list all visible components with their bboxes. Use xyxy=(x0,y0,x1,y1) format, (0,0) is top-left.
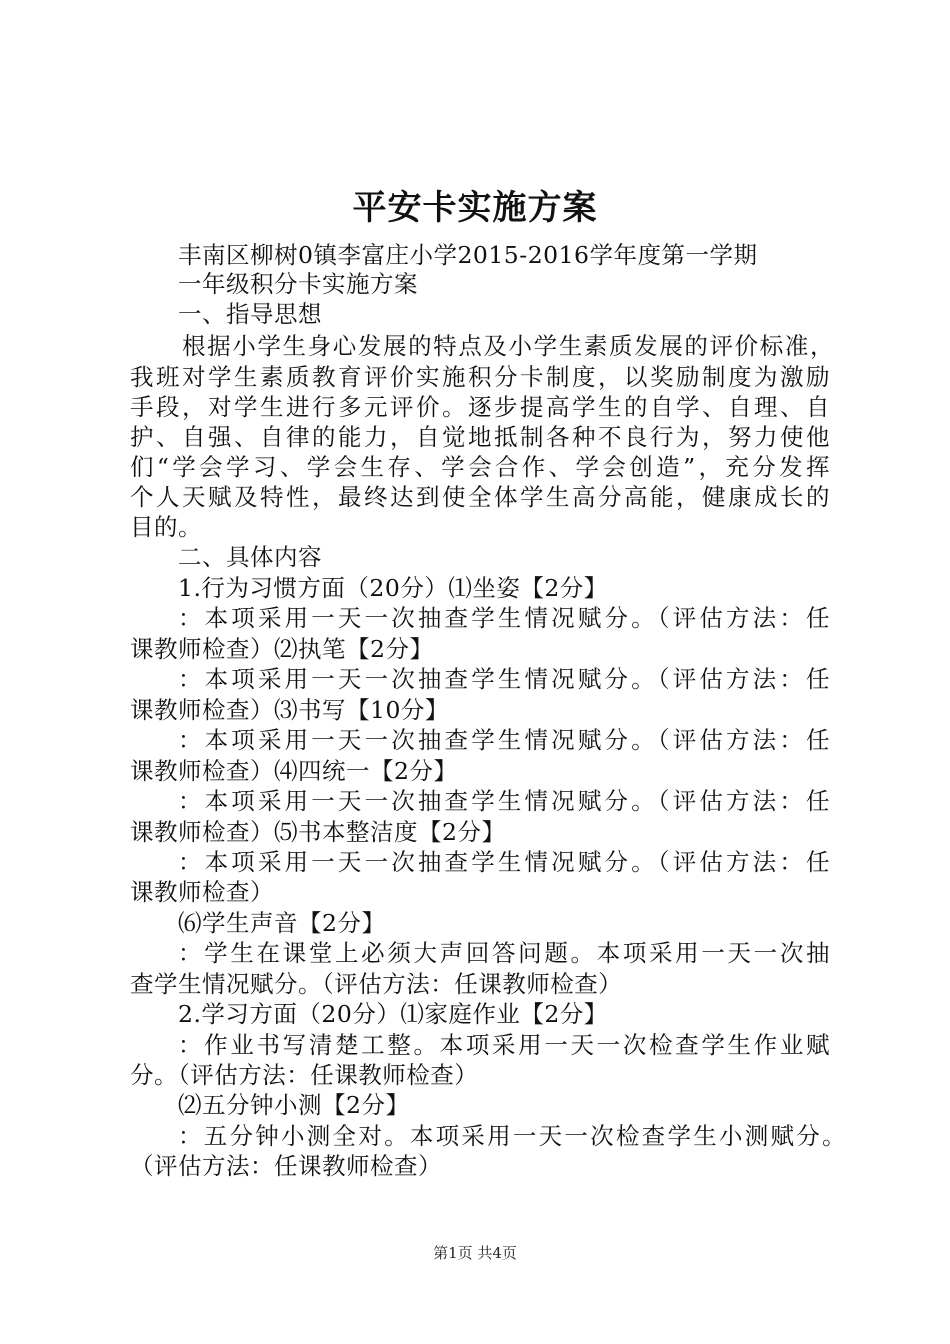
paragraph-line: 目的。 xyxy=(130,513,202,541)
item-description: ：五分钟小测全对。本项采用一天一次检查学生小测赋分。 xyxy=(178,1122,846,1150)
item-description: 课教师检查）⑷四统一【2分】 xyxy=(130,757,458,785)
page-number: 第1页 共4页 xyxy=(433,1244,517,1262)
paragraph-line: 我班对学生素质教育评价实施积分卡制度，以奖励制度为激励 xyxy=(130,363,830,391)
item-heading: 2.学习方面（20分）⑴家庭作业【2分】 xyxy=(178,1000,608,1028)
item-description: ：学生在课堂上必须大声回答问题。本项采用一天一次抽 xyxy=(178,939,830,967)
item-description: 课教师检查）⑸书本整洁度【2分】 xyxy=(130,818,506,846)
document-title: 平安卡实施方案 xyxy=(352,188,598,228)
item-description: ：本项采用一天一次抽查学生情况赋分。（评估方法：任 xyxy=(178,665,830,693)
item-description: ：本项采用一天一次抽查学生情况赋分。（评估方法：任 xyxy=(178,848,830,876)
school-line: 丰南区柳树0镇李富庄小学2015-2016学年度第一学期 xyxy=(178,241,758,269)
item-description: ：本项采用一天一次抽查学生情况赋分。（评估方法：任 xyxy=(178,726,830,754)
section-heading-content: 二、具体内容 xyxy=(178,543,322,571)
item-description: 查学生情况赋分。（评估方法：任课教师检查） xyxy=(130,970,623,998)
item-description: 课教师检查）⑶书写【10分】 xyxy=(130,696,449,724)
item-description: 分。（评估方法：任课教师检查） xyxy=(130,1061,479,1089)
paragraph-line: 们“学会学习、学会生存、学会合作、学会创造”，充分发挥 xyxy=(130,453,830,481)
item-description: 课教师检查） xyxy=(130,878,274,906)
paragraph-line: 手段，对学生进行多元评价。逐步提高学生的自学、自理、自 xyxy=(130,393,830,421)
subtitle-line: 一年级积分卡实施方案 xyxy=(178,270,418,298)
item-description: ：本项采用一天一次抽查学生情况赋分。（评估方法：任 xyxy=(178,787,830,815)
item-description: ：本项采用一天一次抽查学生情况赋分。（评估方法：任 xyxy=(178,604,830,632)
item-description: ：作业书写清楚工整。本项采用一天一次检查学生作业赋 xyxy=(178,1031,830,1059)
paragraph-line: 个人天赋及特性，最终达到使全体学生高分高能，健康成长的 xyxy=(130,483,830,511)
item-description: 课教师检查）⑵执笔【2分】 xyxy=(130,635,434,663)
item-heading: 1.行为习惯方面（20分）⑴坐姿【2分】 xyxy=(178,574,608,602)
section-heading-guiding: 一、指导思想 xyxy=(178,300,322,328)
paragraph-line: 根据小学生身心发展的特点及小学生素质发展的评价标准， xyxy=(182,332,834,360)
item-heading: ⑹学生声音【2分】 xyxy=(178,909,386,937)
item-description: （评估方法：任课教师检查） xyxy=(130,1152,442,1180)
item-heading: ⑵五分钟小测【2分】 xyxy=(178,1091,410,1119)
paragraph-line: 护、自强、自律的能力，自觉地抵制各种不良行为，努力使他 xyxy=(130,423,830,451)
